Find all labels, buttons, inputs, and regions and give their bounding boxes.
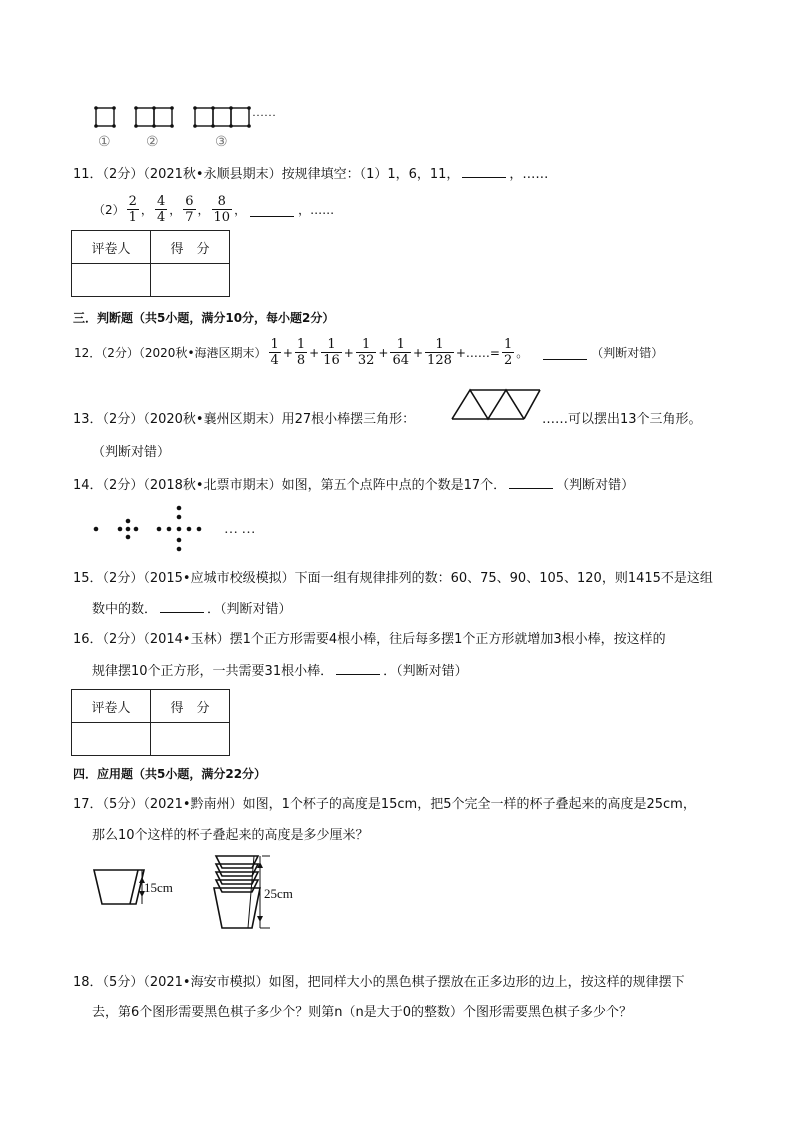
square-pattern-figure [88, 100, 288, 152]
section-title: 三．判断题（共5小题，满分10分，每小题2分） [73, 311, 335, 325]
score-table [71, 230, 230, 297]
q14-text: 14．（2分）（2018秋•北票市期末）如图，第五个点阵中点的个数是17个． [73, 478, 507, 493]
q12-blank[interactable] [543, 345, 587, 360]
reviewer-cell[interactable] [72, 264, 151, 297]
reviewer-label: 评卷人 [72, 690, 151, 723]
q12-text: 12．（2分）（2020秋•海港区期末） [74, 345, 267, 360]
question-18-line-2: 去，第6个图形需要黑色棋子多少个？则第n（n是大于0的整数）个图形需要黑色棋子多少个？ [92, 1005, 633, 1020]
q11-fraction: $\frac{8}{10}$ [213, 194, 231, 225]
question-14 [73, 474, 634, 497]
score-cell[interactable] [151, 264, 230, 297]
q12-fraction: $\frac{1}{8}$ [296, 337, 306, 368]
question-17-line-1: 17．（5分）（2021•黔南州）如图，1个杯子的高度是15cm，把5个完全一样的杯子叠起来的高度是25cm， [73, 797, 696, 812]
q11-tail-2: ，…… [298, 202, 335, 217]
q12-fraction: $\frac{1}{32}$ [357, 337, 375, 368]
q12-fraction: $\frac{1}{128}$ [427, 337, 452, 368]
cup-stack-figure [88, 850, 318, 932]
section-title: 四．应用题（共5小题，满分22分） [73, 767, 267, 781]
triangle-sticks-figure [450, 388, 542, 422]
dot-array-ellipsis: … … [224, 522, 256, 537]
q15-blank[interactable] [160, 598, 204, 613]
q16-text: 规律摆10个正方形，一共需要31根小棒． [92, 664, 334, 679]
q11-fraction: $\frac{6}{7}$ [185, 194, 194, 225]
figure-dots: …… [252, 105, 276, 119]
reviewer-label: 评卷人 [72, 231, 151, 264]
question-17-line-2: 那么10个这样的杯子叠起来的高度是多少厘米？ [92, 828, 369, 843]
q11-blank-1[interactable] [462, 163, 506, 178]
question-12: 12．（2分）（2020秋•海港区期末） $\frac{1}{4}$ + $\frac{1}{8}$ + $\frac{1}{16}$ + $\frac{1}{32}$ + $\frac{1}{64}$ + $\frac{1}{128}$ +……= $\frac{1}{2}$ 。 （判断对错） [74, 337, 664, 368]
dot-array-figure [88, 505, 268, 553]
question-13-suffix: ……可以摆出13个三角形。 [542, 412, 702, 427]
q11-part2-label: （2） [93, 202, 125, 217]
q16-blank[interactable] [336, 660, 380, 675]
figure-label-2: ② [146, 135, 159, 150]
q12-suffix: （判断对错） [591, 345, 664, 360]
reviewer-cell[interactable] [72, 723, 151, 756]
q11-tail: ，…… [509, 167, 549, 182]
q12-fraction: $\frac{1}{16}$ [323, 337, 340, 368]
q11-text: 11．（2分）（2021秋•永顺县期末）按规律填空：（1）1，6，11， [73, 167, 460, 182]
score-label: 得 分 [151, 690, 230, 723]
question-16-line-2 [92, 660, 468, 683]
q16-suffix: ．（判断对错） [383, 664, 468, 679]
q11-fraction: $\frac{4}{4}$ [156, 194, 166, 225]
question-13-prefix: 13．（2分）（2020秋•襄州区期末）用27根小棒摆三角形： [73, 412, 416, 427]
figure-label-1: ① [98, 135, 111, 150]
score-label: 得 分 [151, 231, 230, 264]
question-13-line-2: （判断对错） [92, 445, 171, 460]
question-16-line-1: 16．（2分）（2014•玉林）摆1个正方形需要4根小棒，往后每多摆1个正方形就增加3根小棒，按这样的 [73, 632, 666, 647]
q12-fraction: $\frac{1}{64}$ [392, 337, 409, 368]
question-11-line-1 [73, 163, 548, 186]
single-cup-label: 15cm [144, 880, 173, 895]
q15-suffix: ．（判断对错） [207, 602, 292, 617]
q11-blank-2[interactable] [250, 202, 294, 217]
stack-label: 25cm [264, 886, 293, 901]
figure-label-3: ③ [215, 135, 228, 150]
question-11-line-2: （2） $\frac{2}{1}$ ， $\frac{4}{4}$ ， $\frac{6}{7}$ ， $\frac{8}{10}$ ， ，…… [93, 194, 335, 225]
question-18-line-1: 18．（5分）（2021•海安市模拟）如图，把同样大小的黑色棋子摆放在正多边形的边上，按这样的规律摆下 [73, 975, 685, 990]
score-cell[interactable] [151, 723, 230, 756]
q14-suffix: （判断对错） [556, 478, 635, 493]
score-table [71, 689, 230, 756]
q12-result-fraction: $\frac{1}{2}$ [503, 337, 513, 368]
question-15-line-2 [92, 598, 292, 621]
question-15-line-1: 15．（2分）（2015•应城市校级模拟）下面一组有规律排列的数：60、75、90、105、120，则1415不是这组 [73, 571, 713, 586]
q11-fraction: $\frac{2}{1}$ [128, 194, 137, 225]
q12-fraction: $\frac{1}{4}$ [270, 337, 279, 368]
q15-text: 数中的数． [92, 602, 158, 617]
q14-blank[interactable] [509, 474, 553, 489]
